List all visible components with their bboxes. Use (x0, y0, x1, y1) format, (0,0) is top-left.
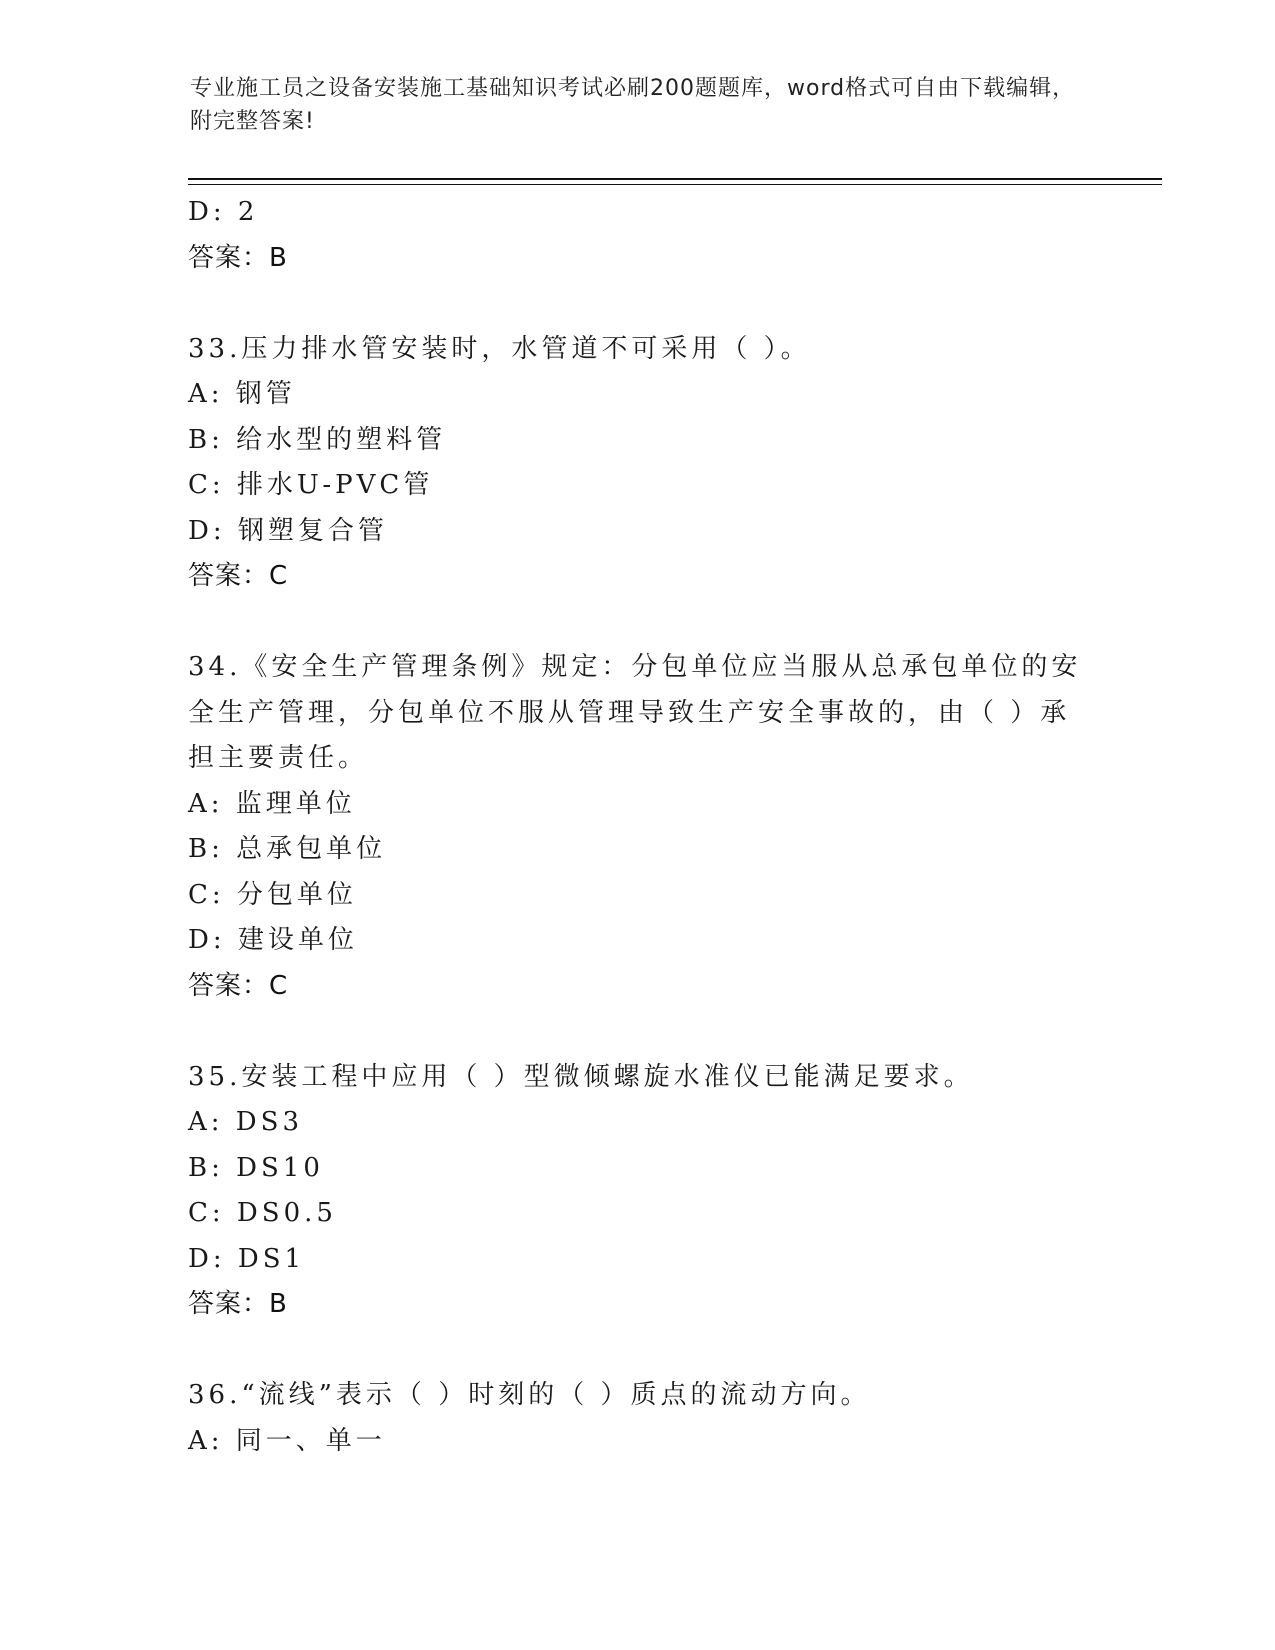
option-a: A: 钢管 (188, 379, 296, 409)
question-36 (188, 1373, 1088, 1464)
answer: 答案：B (188, 1289, 288, 1319)
option-b: B: 总承包单位 (188, 834, 387, 864)
question-stem: 35.安装工程中应用（ ）型微倾螺旋水准仪已能满足要求。 (188, 1061, 974, 1092)
question-34 (188, 645, 1088, 1009)
option-d: D: 建设单位 (188, 925, 358, 955)
spacer (188, 600, 1088, 646)
option-a: A: 同一、单一 (188, 1425, 386, 1456)
question-35 (188, 1055, 1088, 1328)
question-stem: 34.《安全生产管理条例》规定：分包单位应当服从总承包单位的安全生产管理，分包单位不服从管理导致生产安全事故的，由（ ）承担主要责任。 (188, 652, 1082, 773)
spacer (188, 1009, 1088, 1055)
answer: 答案：B (188, 242, 288, 273)
question-stem: 36.“流线”表示（ ）时刻的（ ）质点的流动方向。 (188, 1380, 871, 1410)
question-stem: 33.压力排水管安装时，水管道不可采用（ ）。 (188, 333, 811, 364)
header-rule-thin (188, 184, 1162, 185)
question-content (188, 190, 1088, 1464)
option-c: C: 排水U-PVC管 (188, 470, 434, 500)
option-c: C: DS0.5 (188, 1198, 337, 1228)
option-d: D: DS1 (188, 1243, 306, 1274)
header-rule-thick (188, 178, 1162, 180)
option-b: B: 给水型的塑料管 (188, 424, 447, 455)
question-33 (188, 327, 1088, 600)
spacer (188, 1328, 1088, 1374)
option-b: B: DS10 (188, 1152, 324, 1183)
option-a: A: DS3 (188, 1107, 303, 1137)
option-c: C: 分包单位 (188, 879, 357, 910)
option-a: A: 监理单位 (188, 788, 356, 819)
option-d: D: 钢塑复合管 (188, 515, 388, 546)
document-header: 专业施工员之设备安装施工基础知识考试必刷200题题库，word格式可自由下载编辑，附完整答案! (190, 76, 1076, 134)
spacer (188, 281, 1088, 327)
answer: 答案：C (188, 970, 289, 1001)
answer: 答案：C (188, 561, 289, 591)
option-d: D: 2 (188, 197, 259, 227)
